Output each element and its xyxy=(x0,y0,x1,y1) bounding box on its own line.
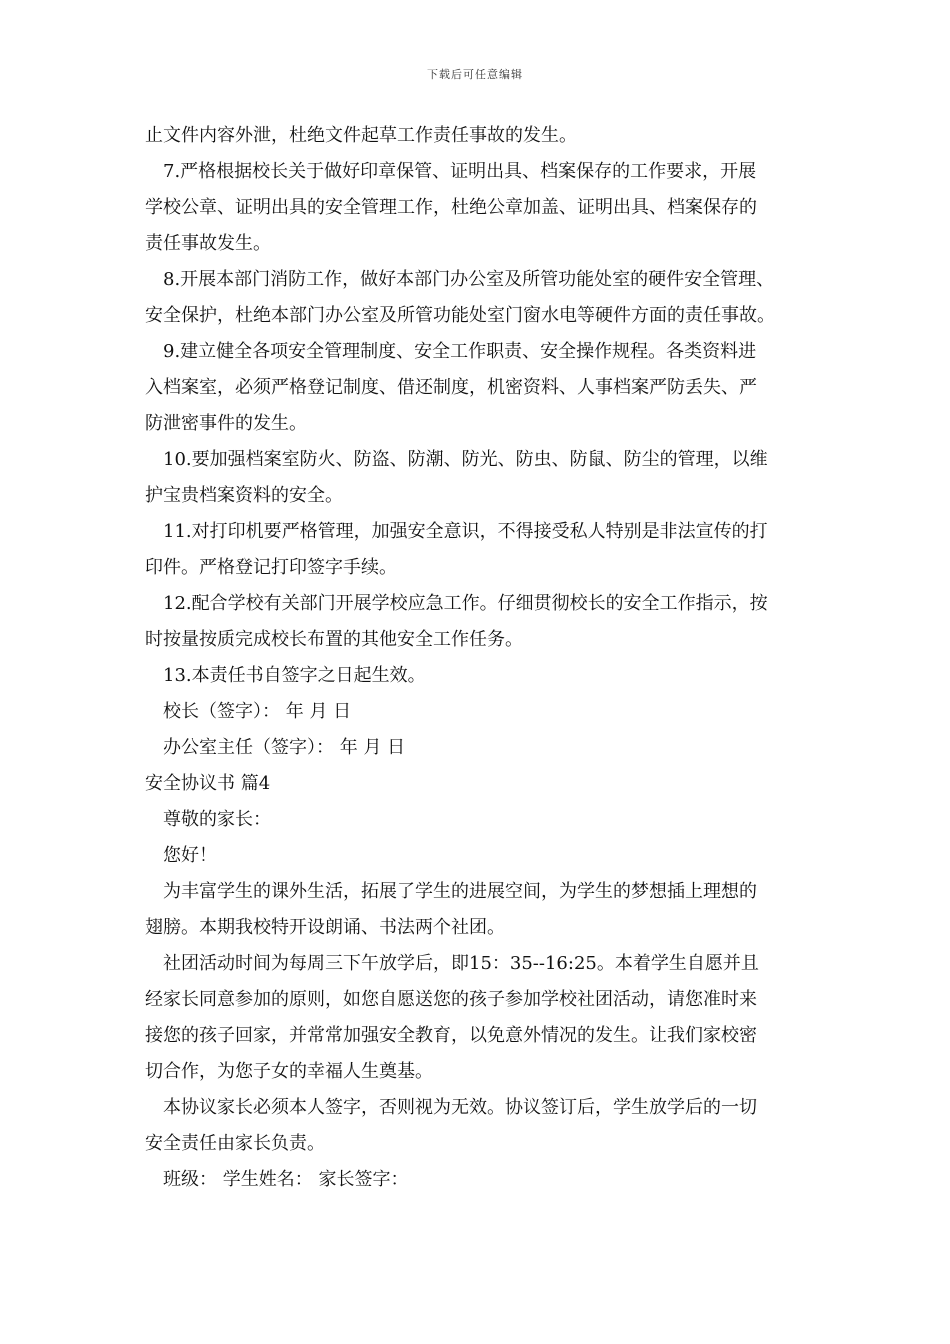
section-heading: 安全协议书 篇4 xyxy=(145,773,271,794)
document-body xyxy=(145,118,825,1198)
text-line: 9.建立健全各项安全管理制度、安全工作职责、安全操作规程。各类资料进 xyxy=(163,341,757,362)
signature-line-office-director: 办公室主任（签字）： 年 月 日 xyxy=(163,737,406,758)
signature-line-parent: 班级： 学生姓名： 家长签字： xyxy=(163,1169,409,1190)
text-line: 学校公章、证明出具的安全管理工作，杜绝公章加盖、证明出具、档案保存的 xyxy=(145,197,757,218)
text-line: 防泄密事件的发生。 xyxy=(145,413,307,434)
signature-line-principal: 校长（签字）： 年 月 日 xyxy=(163,701,352,722)
text-line: 护宝贵档案资料的安全。 xyxy=(145,485,343,506)
text-line: 止文件内容外泄，杜绝文件起草工作责任事故的发生。 xyxy=(145,125,577,146)
text-line: 入档案室，必须严格登记制度、借还制度，机密资料、人事档案严防丢失、严 xyxy=(145,377,757,398)
text-line: 翅膀。本期我校特开设朗诵、书法两个社团。 xyxy=(145,917,505,938)
text-line: 切合作，为您子女的幸福人生奠基。 xyxy=(145,1061,433,1082)
text-line: 为丰富学生的课外生活，拓展了学生的进展空间，为学生的梦想插上理想的 xyxy=(163,881,757,902)
text-line: 时按量按质完成校长布置的其他安全工作任务。 xyxy=(145,629,523,650)
text-line: 11.对打印机要严格管理，加强安全意识，不得接受私人特别是非法宣传的打 xyxy=(163,521,768,542)
text-line: 10.要加强档案室防火、防盗、防潮、防光、防虫、防鼠、防尘的管理，以维 xyxy=(163,449,768,470)
text-line: 印件。严格登记打印签字手续。 xyxy=(145,557,397,578)
text-line: 安全责任由家长负责。 xyxy=(145,1133,325,1154)
text-line: 8.开展本部门消防工作，做好本部门办公室及所管功能处室的硬件安全管理、 xyxy=(163,269,775,290)
text-line: 12.配合学校有关部门开展学校应急工作。仔细贯彻校长的安全工作指示，按 xyxy=(163,593,768,614)
text-line: 经家长同意参加的原则，如您自愿送您的孩子参加学校社团活动，请您准时来 xyxy=(145,989,757,1010)
text-line: 社团活动时间为每周三下午放学后，即15：35--16:25。本着学生自愿并且 xyxy=(163,953,759,974)
text-line: 7.严格根据校长关于做好印章保管、证明出具、档案保存的工作要求，开展 xyxy=(163,161,757,182)
greeting: 您好！ xyxy=(163,845,217,866)
text-line: 安全保护，杜绝本部门办公室及所管功能处室门窗水电等硬件方面的责任事故。 xyxy=(145,305,775,326)
text-line: 责任事故发生。 xyxy=(145,233,271,254)
page-header: 下载后可任意编辑 xyxy=(427,68,523,81)
text-line: 接您的孩子回家，并常常加强安全教育，以免意外情况的发生。让我们家校密 xyxy=(145,1025,757,1046)
text-line: 13.本责任书自签字之日起生效。 xyxy=(163,665,426,686)
salutation: 尊敬的家长： xyxy=(163,809,271,830)
text-line: 本协议家长必须本人签字，否则视为无效。协议签订后，学生放学后的一切 xyxy=(163,1097,757,1118)
